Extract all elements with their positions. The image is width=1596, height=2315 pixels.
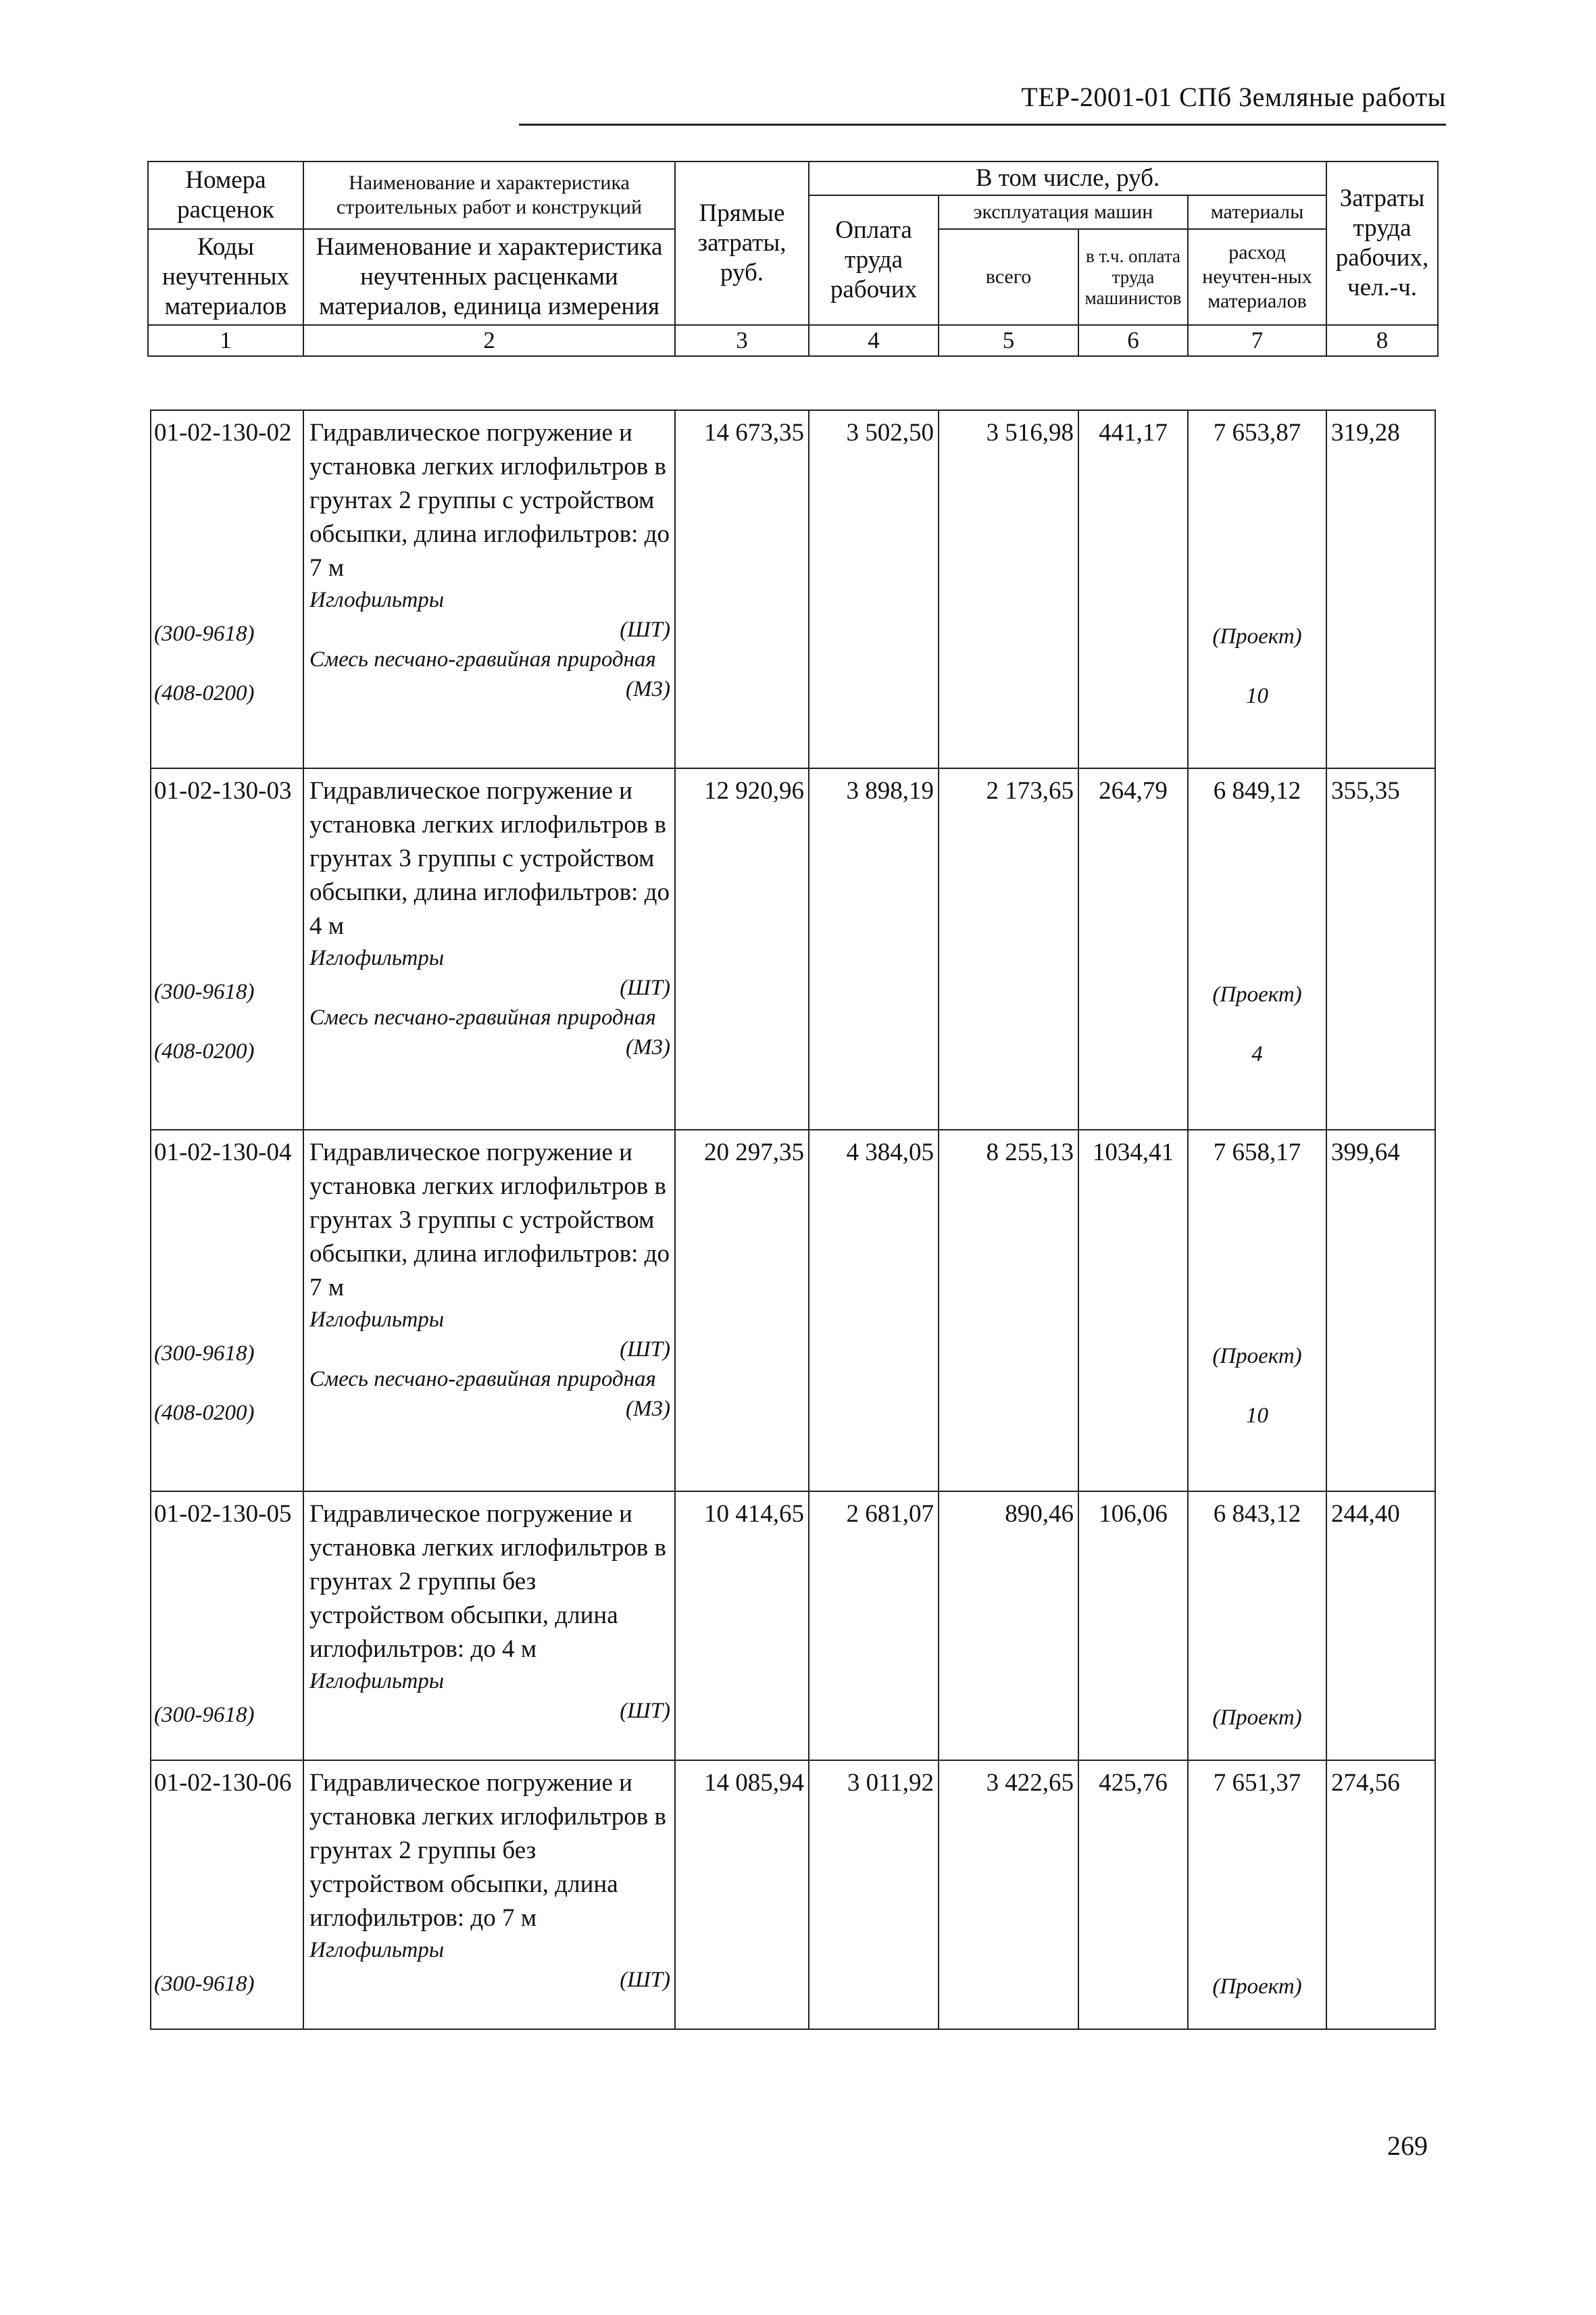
materials-cost-cell: [1188, 1130, 1326, 1491]
header-number: 1: [148, 325, 303, 356]
machinists-pay: 425,76: [1099, 1769, 1168, 1797]
material-name: Смесь песчано-гравийная природная: [309, 1367, 656, 1391]
rate-code: 01-02-130-06: [154, 1769, 292, 1797]
work-description: Гидравлическое погружение и установка легких иглофильтров в грунтах 2 группы без устройством обсыпки, длина иглофильтров: до 7 м: [309, 1769, 666, 1932]
material-unit: (М3): [626, 1397, 670, 1421]
materials-cost-cell: [1188, 768, 1326, 1130]
machinists-pay-cell: [1078, 768, 1188, 1130]
material-unit: (ШТ): [620, 1337, 670, 1362]
material-code: (300-9618): [154, 622, 255, 646]
machines-total: 8 255,13: [986, 1139, 1074, 1166]
header-number: 4: [809, 325, 939, 356]
rate-code-cell: [151, 1491, 303, 1760]
rate-code-cell: [151, 1760, 303, 2029]
materials-cost: 7 651,37: [1213, 1769, 1301, 1797]
direct-cost-cell: [675, 410, 809, 768]
header-number: 3: [675, 325, 809, 356]
labor-cost-cell: [809, 410, 939, 768]
rate-code-cell: [151, 768, 303, 1130]
machinists-pay-cell: [1078, 1491, 1188, 1760]
rate-code: 01-02-130-02: [154, 419, 292, 447]
work-description-cell: [303, 768, 675, 1130]
rate-code-cell: [151, 410, 303, 768]
table-row: [151, 410, 1435, 768]
header-number: 2: [303, 325, 675, 356]
machines-total: 2 173,65: [986, 777, 1074, 805]
labor-hours-cell: [1326, 1130, 1435, 1491]
material-name: Иглофильтры: [309, 588, 445, 612]
work-description: Гидравлическое погружение и установка легких иглофильтров в грунтах 3 группы с устройством обсыпки, длина иглофильтров: до 7 м: [309, 1139, 670, 1301]
header-col4: Оплата труда рабочих: [809, 195, 939, 325]
material-entry: [304, 1305, 674, 1364]
materials-cost-cell: [1188, 1760, 1326, 2029]
materials-cost: 6 849,12: [1213, 777, 1301, 805]
machinists-pay-cell: [1078, 1130, 1188, 1491]
material-quantity: (Проект): [1212, 1974, 1302, 1999]
labor-hours: 244,40: [1331, 1500, 1400, 1528]
labor-cost: 3 502,50: [846, 419, 934, 447]
work-description: Гидравлическое погружение и установка легких иглофильтров в грунтах 2 группы без устройством обсыпки, длина иглофильтров: до 4 м: [309, 1500, 666, 1663]
header-col5: всего: [939, 229, 1078, 325]
direct-cost: 14 085,94: [704, 1769, 804, 1797]
header-col7: расход неучтен-ных материалов: [1188, 229, 1326, 325]
material-unit: (ШТ): [620, 976, 670, 1000]
labor-hours-cell: [1326, 1491, 1435, 1760]
materials-cost-cell: [1188, 1491, 1326, 1760]
machines-total-cell: [939, 410, 1078, 768]
rate-code-cell: [151, 1130, 303, 1491]
work-description: Гидравлическое погружение и установка легких иглофильтров в грунтах 2 группы с устройством обсыпки, длина иглофильтров: до 7 м: [309, 419, 670, 582]
direct-cost: 20 297,35: [704, 1139, 804, 1166]
labor-cost: 2 681,07: [846, 1500, 934, 1528]
direct-cost: 14 673,35: [704, 419, 804, 447]
work-description-cell: [303, 1760, 675, 2029]
work-description-cell: [303, 1491, 675, 1760]
labor-hours-cell: [1326, 1760, 1435, 2029]
material-quantity: 10: [1246, 1403, 1268, 1428]
labor-hours: 274,56: [1331, 1769, 1400, 1797]
materials-cost-cell: [1188, 410, 1326, 768]
machinists-pay: 106,06: [1099, 1500, 1168, 1528]
material-code: (300-9618): [154, 980, 255, 1004]
machinists-pay-cell: [1078, 410, 1188, 768]
rate-code: 01-02-130-04: [154, 1139, 292, 1166]
labor-cost: 4 384,05: [846, 1139, 934, 1166]
direct-cost: 12 920,96: [704, 777, 804, 805]
header-number: 7: [1188, 325, 1326, 356]
header-col2-top: Наименование и характеристика строительных работ и конструкций: [303, 161, 675, 229]
machines-total-cell: [939, 1130, 1078, 1491]
material-entry: [304, 585, 674, 645]
material-entry: [304, 1666, 674, 1726]
labor-cost-cell: [809, 768, 939, 1130]
material-unit: (ШТ): [620, 1968, 670, 1992]
header-col8: Затраты труда рабочих, чел.-ч.: [1326, 161, 1438, 325]
direct-cost-cell: [675, 1760, 809, 2029]
material-code: (300-9618): [154, 1341, 255, 1366]
material-unit: (ШТ): [620, 1699, 670, 1723]
machines-total-cell: [939, 1491, 1078, 1760]
material-name: Смесь песчано-гравийная природная: [309, 1005, 656, 1030]
labor-cost: 3 898,19: [846, 777, 934, 805]
machines-total: 3 516,98: [986, 419, 1074, 447]
running-title: ТЕР-2001-01 СПб Земляные работы: [1021, 82, 1446, 112]
material-code: (408-0200): [154, 681, 255, 705]
table-row: [151, 1130, 1435, 1491]
title-rule: [519, 124, 1446, 126]
material-code: (300-9618): [154, 1972, 255, 1996]
material-entry: [304, 943, 674, 1003]
work-description-cell: [303, 410, 675, 768]
machines-total-cell: [939, 768, 1078, 1130]
header-col3: Прямые затраты, руб.: [675, 161, 809, 325]
work-description-cell: [303, 1130, 675, 1491]
machines-total-cell: [939, 1760, 1078, 2029]
page-number: 269: [1387, 2131, 1428, 2161]
material-quantity: (Проект): [1212, 982, 1302, 1007]
material-quantity: 10: [1246, 684, 1268, 708]
labor-hours: 399,64: [1331, 1139, 1400, 1166]
rate-code: 01-02-130-03: [154, 777, 292, 805]
material-name: Иглофильтры: [309, 1669, 445, 1693]
labor-cost: 3 011,92: [847, 1769, 934, 1797]
material-name: Иглофильтры: [309, 946, 445, 970]
material-quantity: 4: [1251, 1042, 1263, 1066]
header-machines: эксплуатация машин: [939, 195, 1188, 229]
labor-cost-cell: [809, 1760, 939, 2029]
direct-cost: 10 414,65: [704, 1500, 804, 1528]
table-row: [151, 1760, 1435, 2029]
material-unit: (М3): [626, 677, 670, 701]
material-unit: (М3): [626, 1035, 670, 1060]
material-name: Иглофильтры: [309, 1308, 445, 1332]
machinists-pay: 441,17: [1099, 419, 1168, 447]
header-col1-top: Номера расценок: [148, 161, 303, 229]
labor-hours-cell: [1326, 410, 1435, 768]
material-code: (408-0200): [154, 1401, 255, 1425]
header-col6: в т.ч. оплата труда машинистов: [1078, 229, 1188, 325]
material-entry: [304, 1003, 674, 1062]
direct-cost-cell: [675, 768, 809, 1130]
machinists-pay: 264,79: [1099, 777, 1168, 805]
machines-total: 890,46: [1005, 1500, 1074, 1528]
header-number: 8: [1326, 325, 1438, 356]
machinists-pay-cell: [1078, 1760, 1188, 2029]
direct-cost-cell: [675, 1130, 809, 1491]
table-header: [147, 161, 1439, 357]
work-description: Гидравлическое погружение и установка легких иглофильтров в грунтах 3 группы с устройством обсыпки, длина иглофильтров: до 4 м: [309, 777, 670, 940]
header-number: 5: [939, 325, 1078, 356]
material-quantity: (Проект): [1212, 1706, 1302, 1730]
header-col1-bottom: Коды неучтенных материалов: [148, 229, 303, 325]
rate-code: 01-02-130-05: [154, 1500, 292, 1528]
machines-total: 3 422,65: [986, 1769, 1074, 1797]
material-quantity: (Проект): [1212, 624, 1302, 649]
materials-cost: 7 658,17: [1213, 1139, 1301, 1166]
direct-cost-cell: [675, 1491, 809, 1760]
labor-hours: 319,28: [1331, 419, 1400, 447]
material-entry: [304, 645, 674, 704]
labor-cost-cell: [809, 1491, 939, 1760]
material-entry: [304, 1364, 674, 1424]
table-row: [151, 768, 1435, 1130]
header-materials: материалы: [1188, 195, 1326, 229]
labor-hours: 355,35: [1331, 777, 1400, 805]
materials-cost: 6 843,12: [1213, 1500, 1301, 1528]
rates-table: [150, 409, 1436, 2030]
machinists-pay: 1034,41: [1092, 1139, 1174, 1166]
material-quantity: (Проект): [1212, 1344, 1302, 1368]
labor-cost-cell: [809, 1130, 939, 1491]
material-unit: (ШТ): [620, 618, 670, 642]
header-col2-bottom: Наименование и характеристика неучтенных расценками материалов, единица измерения: [303, 229, 675, 325]
material-entry: [304, 1935, 674, 1995]
material-code: (300-9618): [154, 1703, 255, 1727]
materials-cost: 7 653,87: [1213, 419, 1301, 447]
table-row: [151, 1491, 1435, 1760]
header-number: 6: [1078, 325, 1188, 356]
material-name: Иглофильтры: [309, 1938, 445, 1962]
header-in-total: В том числе, руб.: [809, 161, 1326, 195]
labor-hours-cell: [1326, 768, 1435, 1130]
material-code: (408-0200): [154, 1039, 255, 1064]
material-name: Смесь песчано-гравийная природная: [309, 647, 656, 672]
